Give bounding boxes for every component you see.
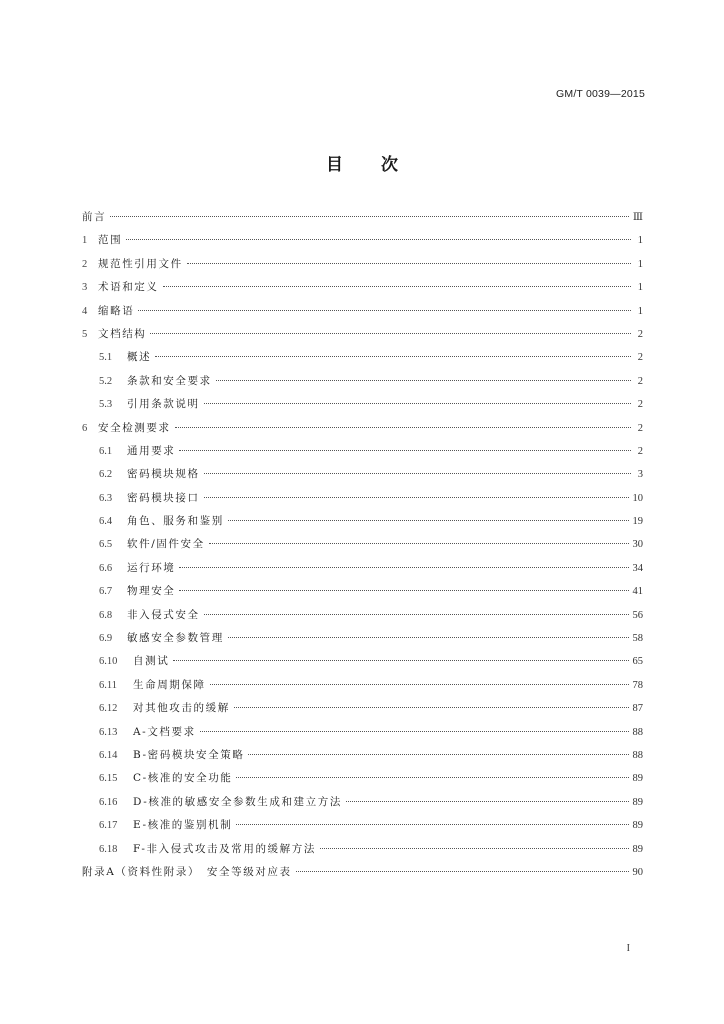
toc-entry-page: 65 [632, 656, 643, 668]
title-part-1: 目 [326, 155, 343, 175]
toc-dot-leader [173, 660, 628, 661]
toc-entry-page: 1 [637, 282, 643, 294]
toc-entry[interactable] [82, 650, 643, 673]
toc-dot-leader [200, 731, 629, 732]
toc-entry-number: 6 [82, 422, 88, 434]
toc-entry-number: 5.1 [99, 352, 113, 364]
toc-entry[interactable] [82, 393, 643, 416]
toc-dot-leader [175, 427, 631, 428]
toc-dot-leader [204, 614, 629, 615]
toc-entry-title: 对其他攻击的缓解 [133, 702, 230, 715]
toc-entry-page: 88 [632, 749, 643, 761]
toc-entry-number: 6.2 [99, 469, 113, 481]
toc-entry-page: 90 [632, 866, 643, 878]
toc-entry-title: 文档结构 [98, 327, 147, 340]
toc-entry-page: Ⅲ [632, 212, 643, 223]
toc-entry-title: D-核准的敏感安全参数生成和建立方法 [133, 795, 342, 808]
toc-entry-page: 30 [632, 539, 643, 551]
toc-entry-number: 6.4 [99, 516, 113, 528]
toc-entry-title: 附录A（资料性附录） 安全等级对应表 [82, 865, 292, 878]
toc-dot-leader [138, 310, 631, 311]
toc-entry-title: A-文档要求 [133, 725, 196, 738]
toc-entry-page: 2 [637, 445, 643, 457]
toc-entry-title: 生命周期保障 [133, 678, 206, 691]
toc-entry-number: 6.13 [99, 726, 118, 738]
toc-entry-page: 2 [637, 375, 643, 387]
toc-entry-page: 89 [632, 843, 643, 855]
toc-entry-title: 软件/固件安全 [127, 538, 205, 551]
toc-entry-page: 56 [632, 609, 643, 621]
toc-entry[interactable] [82, 346, 643, 369]
toc-entry-page: 19 [632, 516, 643, 528]
toc-dot-leader [209, 543, 629, 544]
toc-dot-leader [320, 848, 629, 849]
toc-entry-page: 89 [632, 796, 643, 808]
toc-entry-title: 敏感安全参数管理 [127, 632, 224, 645]
toc-entry[interactable] [82, 697, 643, 720]
toc-dot-leader [228, 637, 629, 638]
toc-entry-page: 1 [637, 235, 643, 247]
toc-entry[interactable] [82, 533, 643, 556]
toc-entry[interactable] [82, 557, 643, 580]
toc-dot-leader [179, 450, 631, 451]
toc-entry-title: 自测试 [133, 655, 170, 668]
toc-entry-title: 密码模块规格 [127, 468, 200, 481]
toc-entry-number: 6.3 [99, 492, 113, 504]
toc-dot-leader [179, 590, 628, 591]
toc-dot-leader [346, 801, 629, 802]
toc-entry-number: 6.8 [99, 609, 113, 621]
toc-entry-title: 范围 [98, 234, 123, 247]
toc-dot-leader [296, 871, 629, 872]
toc-entry-number: 6.10 [99, 656, 118, 668]
toc-entry-page: 2 [637, 328, 643, 340]
toc-entry-page: 34 [632, 562, 643, 574]
toc-entry-number: 6.6 [99, 562, 113, 574]
toc-dot-leader [126, 239, 631, 240]
toc-entry-number: 1 [82, 235, 88, 247]
toc-entry-page: 1 [637, 305, 643, 317]
toc-entry-page: 3 [637, 469, 643, 481]
toc-entry[interactable] [82, 627, 643, 650]
toc-entry[interactable] [82, 580, 643, 603]
toc-dot-leader [236, 824, 628, 825]
toc-dot-leader [163, 286, 632, 287]
toc-entry-number: 6.7 [99, 586, 113, 598]
toc-entry-number: 6.15 [99, 773, 118, 785]
toc-entry-title: B-密码模块安全策略 [133, 748, 245, 761]
toc-entry-title: F-非入侵式攻击及常用的缓解方法 [133, 842, 316, 855]
toc-entry[interactable] [82, 276, 643, 299]
page-number: I [626, 943, 630, 954]
toc-dot-leader [155, 356, 631, 357]
toc-entry[interactable] [82, 744, 643, 767]
toc-entry-page: 88 [632, 726, 643, 738]
toc-dot-leader [210, 684, 629, 685]
title-part-2: 次 [381, 155, 398, 175]
toc-entry-number: 6.5 [99, 539, 113, 551]
table-of-contents [82, 206, 643, 884]
toc-entry-number: 6.14 [99, 749, 118, 761]
toc-entry[interactable] [82, 510, 643, 533]
toc-entry[interactable] [82, 229, 643, 252]
page-title [0, 150, 724, 175]
toc-entry-title: 角色、服务和鉴别 [127, 515, 224, 528]
toc-entry-title: 术语和定义 [98, 281, 159, 294]
toc-entry-page: 2 [637, 399, 643, 411]
toc-entry-page: 2 [637, 352, 643, 364]
toc-dot-leader [248, 754, 628, 755]
toc-entry-number: 6.9 [99, 633, 113, 645]
toc-entry-title: 引用条款说明 [127, 398, 200, 411]
toc-entry[interactable] [82, 791, 643, 814]
toc-entry-page: 58 [632, 633, 643, 645]
toc-entry[interactable] [82, 861, 643, 884]
toc-entry-title: 前言 [82, 211, 107, 223]
toc-entry-number: 2 [82, 258, 88, 270]
toc-dot-leader [150, 333, 631, 334]
toc-entry-number: 5.2 [99, 375, 113, 387]
toc-dot-leader [204, 473, 631, 474]
toc-entry[interactable] [82, 323, 643, 346]
toc-entry-title: C-核准的安全功能 [133, 772, 233, 785]
toc-dot-leader [234, 707, 629, 708]
toc-entry[interactable] [82, 604, 643, 627]
toc-entry-page: 2 [637, 422, 643, 434]
toc-entry-number: 6.12 [99, 703, 118, 715]
toc-dot-leader [204, 497, 629, 498]
toc-entry-number: 6.1 [99, 445, 113, 457]
toc-entry-title: 运行环境 [127, 561, 176, 574]
toc-dot-leader [204, 403, 631, 404]
toc-entry-page: 87 [632, 703, 643, 715]
toc-dot-leader [187, 263, 631, 264]
toc-entry[interactable] [82, 370, 643, 393]
toc-entry-title: 通用要求 [127, 444, 176, 457]
toc-entry[interactable] [82, 721, 643, 744]
toc-entry-number: 3 [82, 282, 88, 294]
toc-entry[interactable] [82, 463, 643, 486]
toc-dot-leader [236, 777, 628, 778]
toc-dot-leader [179, 567, 628, 568]
toc-entry-title: 安全检测要求 [98, 421, 171, 434]
toc-entry-title: 缩略语 [98, 304, 135, 317]
toc-entry[interactable] [82, 814, 643, 837]
toc-entry-title: 密码模块接口 [127, 491, 200, 504]
toc-entry-page: 10 [632, 492, 643, 504]
toc-entry[interactable] [82, 674, 643, 697]
toc-entry-number: 4 [82, 305, 88, 317]
toc-entry-number: 5 [82, 328, 88, 340]
toc-entry-page: 41 [632, 586, 643, 598]
toc-entry[interactable] [82, 440, 643, 463]
toc-entry-title: 非入侵式安全 [127, 608, 200, 621]
toc-entry[interactable] [82, 487, 643, 510]
toc-dot-leader [216, 380, 631, 381]
toc-entry[interactable] [82, 838, 643, 861]
toc-entry-page: 89 [632, 820, 643, 832]
toc-entry[interactable] [82, 253, 643, 276]
toc-entry-number: 5.3 [99, 399, 113, 411]
toc-entry-title: 规范性引用文件 [98, 257, 183, 270]
toc-entry-page: 89 [632, 773, 643, 785]
toc-entry-title: E-核准的鉴别机制 [133, 819, 233, 832]
toc-entry-number: 6.11 [99, 679, 117, 691]
toc-entry-number: 6.18 [99, 843, 118, 855]
toc-entry[interactable] [82, 300, 643, 323]
toc-entry[interactable] [82, 767, 643, 790]
toc-entry-title: 物理安全 [127, 585, 176, 598]
toc-entry-title: 概述 [127, 351, 152, 364]
toc-entry[interactable] [82, 206, 643, 229]
standard-code: GM/T 0039—2015 [556, 88, 645, 100]
toc-dot-leader [110, 216, 629, 217]
toc-entry[interactable] [82, 417, 643, 440]
toc-entry-title: 条款和安全要求 [127, 374, 212, 387]
toc-entry-number: 6.16 [99, 796, 118, 808]
toc-dot-leader [228, 520, 629, 521]
toc-entry-page: 78 [632, 679, 643, 691]
toc-entry-number: 6.17 [99, 820, 118, 832]
toc-entry-page: 1 [637, 258, 643, 270]
